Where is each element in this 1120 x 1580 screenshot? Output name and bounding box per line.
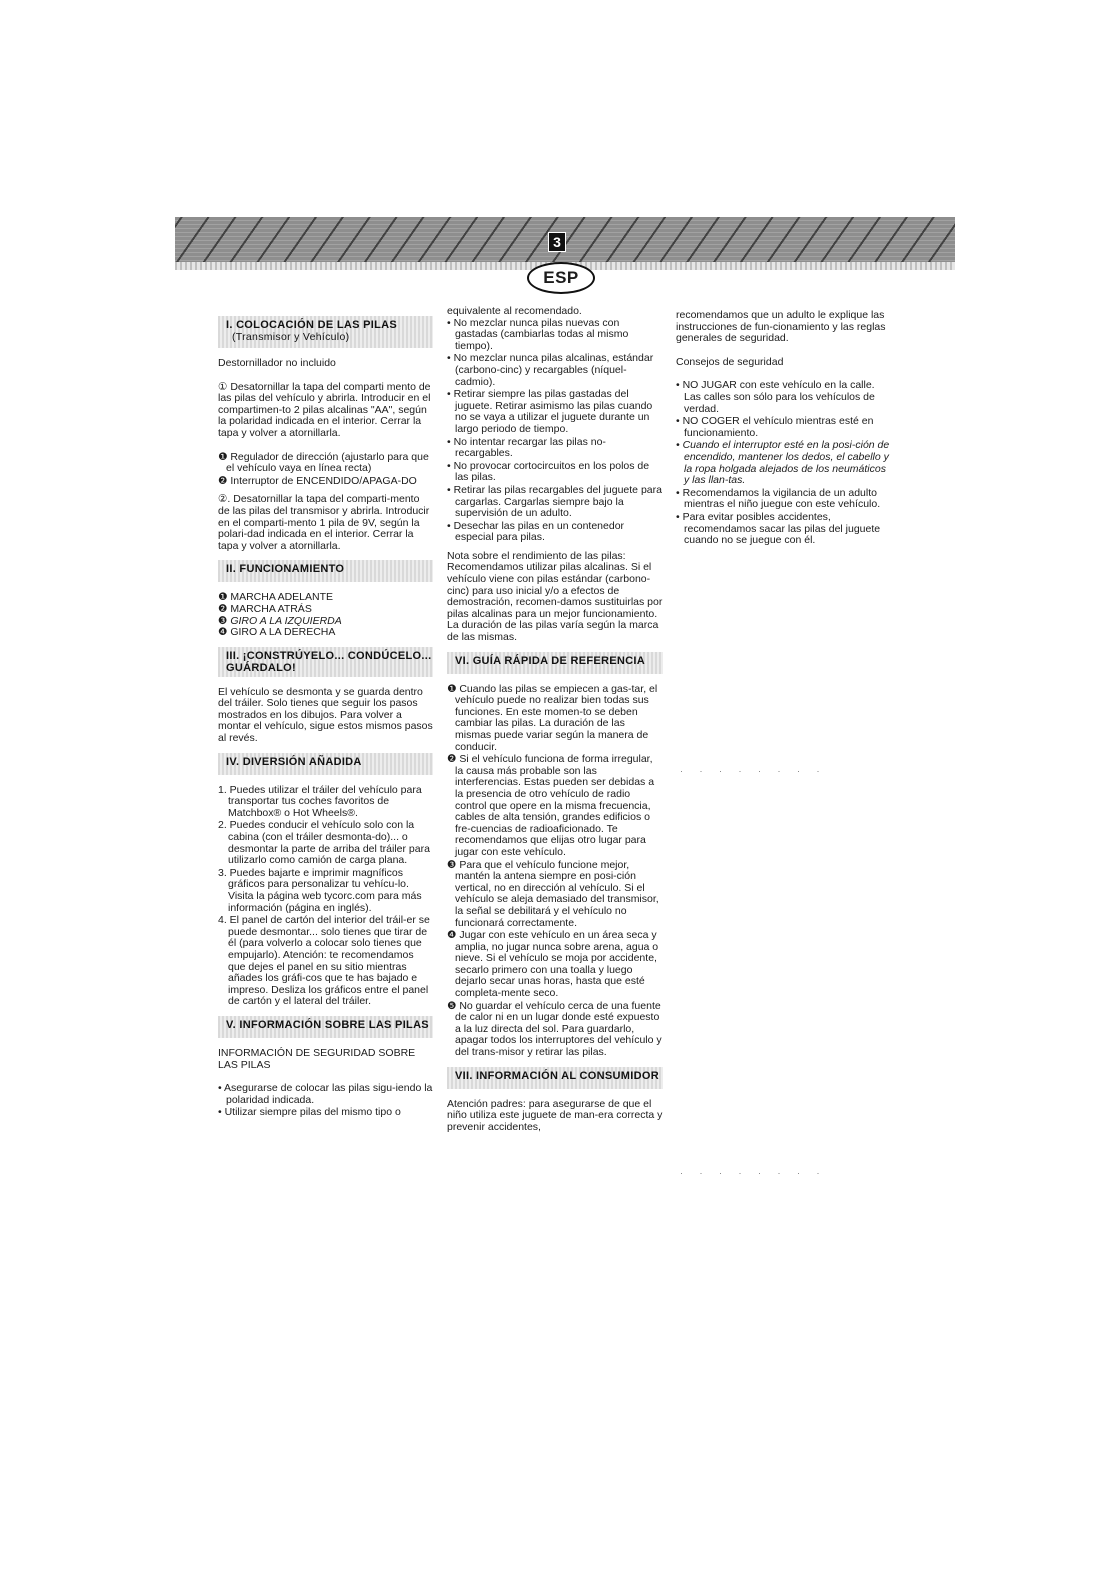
safety-tip-2: • NO COGER el vehículo mientras esté en funcionamiento. <box>676 415 874 439</box>
section-3-header <box>218 647 433 677</box>
section-1-header <box>218 316 433 348</box>
steering-regulator-item: ❶ Regulador de dirección (ajustarlo para que el vehículo vaya en línea recta) <box>218 450 429 475</box>
quick-ref-item-1: ❶ Cuando las pilas se empiecen a gas-tar, el vehículo puede no realizar bien todas sus funciones. En este momen-to se deben cambiar las pilas. La duración de las mismas puede variar según la manera de conducir. <box>447 682 658 753</box>
safety-tip-4: • Recomendamos la vigilancia de un adulto mientras el niño juegue con este vehículo. <box>676 486 881 511</box>
battery-rule-6: • Retirar las pilas recargables del juguete para cargarlas. Cargarlas siempre bajo la supervisión de un adulto. <box>447 483 662 520</box>
battery-safety-item-1: • Asegurarse de colocar las pilas sigu-iendo la polaridad indicada. <box>218 1082 433 1106</box>
section-4-title: IV. DIVERSIÓN AÑADIDA <box>226 755 362 768</box>
safety-tip-3: • Cuando el interruptor esté en la posi-ción de encendido, mantener los dedos, el cabello y la ropa holgada alejados de los neumáticos y las llan-tas. <box>676 439 890 487</box>
battery-continuation: equivalente al recomendado. <box>447 305 582 317</box>
battery-rule-3: • Retirar siempre las pilas gastadas del juguete. Retirar asimismo las pilas cuando no se vaya a utilizar el juguete durante un largo periodo de tiempo. <box>447 388 653 435</box>
quick-ref-item-4: ❹ Jugar con este vehículo en un área seca y amplia, no jugar nunca sobre arena, agua o nieve. Si el vehículo se moja por accidente, secarlo primero con una toalla y luego dejarlo secar unas horas, hasta que esté completa-mente seco. <box>447 929 659 1000</box>
section-1-subtitle: (Transmisor y Vehículo) <box>232 331 350 343</box>
consumer-info-text: Atención padres: para asegurarse de que el niño utiliza este juguete de man-era correcta y prevenir accidentes, <box>447 1097 663 1133</box>
section-4-header <box>218 753 433 775</box>
battery-rule-5: • No provocar cortocircuitos en los polos de las pilas. <box>447 459 650 484</box>
scan-speck-row: · · · · · · · · <box>680 766 827 776</box>
consumer-continuation: recomendamos que un adulto le explique las instrucciones de fun-cionamiento y las reglas generales de seguridad. <box>676 309 886 345</box>
battery-performance-note: Nota sobre el rendimiento de las pilas: Recomendamos utilizar pilas alcalinas. Si el vehículo viene con pilas estándar (carbono-cinc) para uso inicial y/o a efectos de demostración, recomen-damos sustituirlas por pilas alcalinas para un mejor funcionamiento. La duración de las pilas varía según la marca de las mismas. <box>447 549 663 644</box>
battery-rule-1: • No mezclar nunca pilas nuevas con gastadas (cambiarlas todas al mismo tiempo). <box>447 316 629 352</box>
quick-ref-item-5: ❺ No guardar el vehículo cerca de una fuente de calor ni en un lugar donde esté expuesto a la luz directa del sol. Para guardarlo, apagar todos los interruptores del vehículo y del trans-misor y retirar las pilas. <box>447 999 662 1059</box>
column-3 <box>676 310 891 548</box>
column-1 <box>218 308 433 1120</box>
section-1-title: I. COLOCACIÓN DE LAS PILAS <box>226 319 397 331</box>
battery-rule-2: • No mezclar nunca pilas alcalinas, estándar (carbono-cinc) y recargables (níquel-cadmio). <box>447 352 654 388</box>
fun-item-1: 1. Puedes utilizar el tráiler del vehículo para transportar tus coches favoritos de Matchbox® o Hot Wheels®. <box>218 783 422 819</box>
page-number: 3 <box>548 232 566 252</box>
safety-tip-5: • Para evitar posibles accidentes, recomendamos sacar las pilas del juguete cuando no se juegue con él. <box>676 510 881 547</box>
function-forward: ❶ MARCHA ADELANTE <box>218 591 334 604</box>
battery-rule-4: • No intentar recargar las pilas no-recargables. <box>447 435 606 460</box>
power-switch-item: ❷ Interruptor de ENCENDIDO/APAGA-DO <box>218 474 417 487</box>
language-badge: ESP <box>527 262 595 294</box>
quick-ref-item-3: ❸ Para que el vehículo funcione mejor, mantén la antena siempre en posi-ción vertical, no en dirección al vehículo. Si el vehículo se aleja demasiado del transmisor, la señal se debilitará y el vehículo no funcionará correctamente. <box>447 858 659 929</box>
transmitter-battery-step: ②. Desatornillar la tapa del comparti-mento de las pilas del transmisor y abrirla. Introducir en el comparti-mento 1 pila de 9V, según la polari-dad indicada en el interior. Cerrar la tapa y volver a atornillarla. <box>218 493 430 552</box>
section-5-header <box>218 1016 433 1038</box>
function-turn-right: ❹ GIRO A LA DERECHA <box>218 626 336 639</box>
function-turn-left: ❸ GIRO A LA IZQUIERDA <box>218 614 342 627</box>
scan-speck-row: · · · · · · · · <box>680 1168 827 1178</box>
section-5-title: V. INFORMACIÓN SOBRE LAS PILAS <box>226 1018 429 1031</box>
section-6-title: VI. GUÍA RÁPIDA DE REFERENCIA <box>455 654 646 667</box>
quick-ref-item-2: ❷ Si el vehículo funciona de forma irregular, la causa más probable son las interferencias. Estas pueden ser debidas a la presencia de otro vehículo de radio control que opere en la misma frecuencia, cables de alta tensión, grandes edificios o fre-cuencias de radioaficionado. Te recomendamos que elijas otro lugar para jugar con este vehículo. <box>447 753 655 858</box>
section-6-header <box>447 652 663 674</box>
column-2 <box>447 306 663 1139</box>
fun-item-3: 3. Puedes bajarte e imprimir magníficos gráficos para personalizar tu vehícu-lo. Visita la página web tycorc.com para más información (página en inglés). <box>218 866 422 914</box>
section-3-title: III. ¡CONSTRÚYELO... CONDÚCELO... GUÁRDALO! <box>226 649 432 674</box>
battery-rule-7: • Desechar las pilas en un contenedor especial para pilas. <box>447 519 625 544</box>
section-7-header <box>447 1067 663 1089</box>
safety-tip-1: • NO JUGAR con este vehículo en la calle. Las calles son sólo para los vehículos de verdad. <box>676 379 875 415</box>
safety-tips-title: Consejos de seguridad <box>676 355 784 368</box>
battery-safety-item-2: • Utilizar siempre pilas del mismo tipo o <box>218 1106 401 1119</box>
section-7-title: VII. INFORMACIÓN AL CONSUMIDOR <box>455 1069 659 1082</box>
section-2-title: II. FUNCIONAMIENTO <box>226 563 345 576</box>
fun-item-4: 4. El panel de cartón del interior del tráil-er se puede desmontar... solo tienes que tirar de él (para volverlo a colocar solo tienes que empujarlo). Atención: te recomendamos que dejes el panel en su sitio mientras añades los gráfi-cos que te has bajado e impreso. Desliza los gráficos entre el panel de cartón y el lateral del tráiler. <box>218 914 430 1008</box>
section-2-header <box>218 560 433 582</box>
vehicle-battery-step: ① Desatornillar la tapa del comparti mento de las pilas del vehículo y abrirla. Introducir en el compartimen-to 2 pilas alcalinas "AA", según la polaridad indicada en el interior. Cerrar la tapa y volver a atornillarla. <box>218 380 431 439</box>
battery-safety-heading: INFORMACIÓN DE SEGURIDAD SOBRE LAS PILAS <box>218 1046 416 1071</box>
section-3-text: El vehículo se desmonta y se guarda dentro del tráiler. Solo tienes que seguir los pasos mostrados en los dibujos. Para volver a montar el vehículo, sigue estos mismos pasos al revés. <box>218 685 433 745</box>
function-reverse: ❷ MARCHA ATRÁS <box>218 602 312 615</box>
tool-note: Destornillador no incluido <box>218 357 336 369</box>
fun-item-2: 2. Puedes conducir el vehículo solo con la cabina (con el tráiler desmonta-do)... o desmontar la parte de arriba del tráiler para utilizarlo como camión de carga plana. <box>218 819 430 867</box>
